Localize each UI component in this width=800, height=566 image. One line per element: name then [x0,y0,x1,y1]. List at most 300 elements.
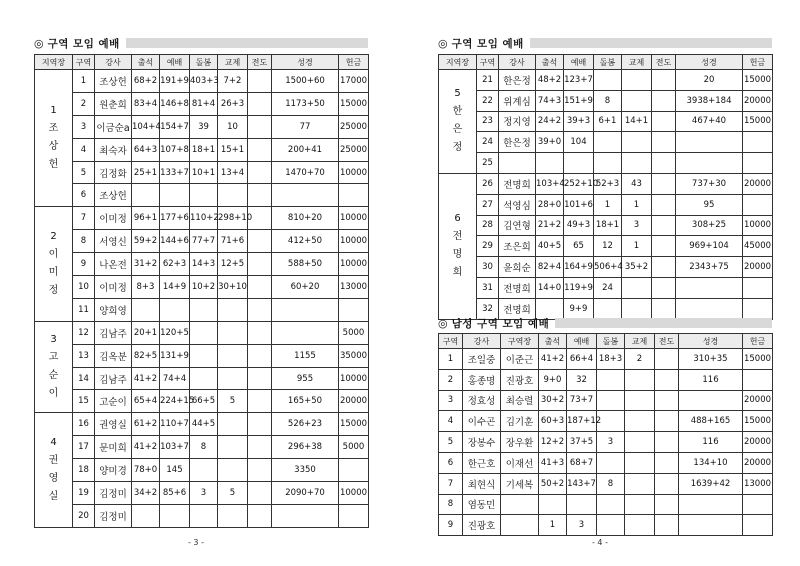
data-cell [248,138,272,161]
data-cell [248,321,272,344]
name-cell: 염동민 [463,494,501,515]
teacher-cell: 전명희 [499,173,536,194]
data-cell: 2 [625,349,655,370]
data-cell [652,194,676,215]
region-leader-char: 3 [50,334,57,346]
data-cell: 119+9 [564,277,594,298]
data-cell [190,504,218,527]
data-cell [597,494,625,515]
data-cell: 35+2 [622,257,652,278]
data-cell: 20000 [743,390,773,411]
data-cell [622,277,652,298]
data-cell [655,452,679,473]
data-cell: 27 [477,194,499,215]
data-cell: 78+0 [132,459,160,482]
data-cell: 6 [439,452,463,473]
data-cell [248,230,272,253]
data-cell: 120+5 [160,321,190,344]
data-cell: 32 [477,298,499,319]
column-header: 강사 [463,334,501,349]
table-row [439,111,773,132]
region-leader-char: 1 [50,105,57,117]
data-cell: 146+8 [160,92,190,115]
data-cell: 96+1 [132,207,160,230]
data-cell [248,482,272,505]
data-cell: 20000 [743,90,773,111]
name-cell [501,515,539,536]
data-cell [655,349,679,370]
data-cell [652,111,676,132]
teacher-cell: 조은희 [499,236,536,257]
data-cell [676,132,743,153]
data-cell: 10 [73,276,95,299]
region-leader-char: 이 [48,249,59,261]
data-cell: 3 [597,432,625,453]
data-cell: 224+15 [160,390,190,413]
name-cell: 진광호 [463,515,501,536]
data-cell [743,194,773,215]
name-cell: 이재선 [501,452,539,473]
data-cell [190,459,218,482]
name-cell: 이준근 [501,349,539,370]
name-cell: 진광호 [501,369,539,390]
data-cell: 6+1 [594,111,622,132]
data-cell [564,153,594,174]
data-cell: 3 [190,482,218,505]
data-cell: 22 [477,90,499,111]
column-header: 구역 [477,55,499,70]
data-cell: 13+4 [218,161,248,184]
region-leader-char: 5 [454,88,461,100]
data-cell: 10000 [743,215,773,236]
data-cell [625,494,655,515]
data-cell: 101+6 [564,194,594,215]
data-cell: 9 [73,253,95,276]
teacher-cell: 이금순a [95,115,132,138]
data-cell [190,367,218,390]
data-cell: 4 [439,411,463,432]
left-title-text: 구역 모임 예배 [47,37,120,50]
name-cell: 한근호 [463,452,501,473]
column-header: 성경 [676,55,743,70]
data-cell: 9+9 [564,298,594,319]
data-cell: 14+1 [622,111,652,132]
data-cell [539,494,567,515]
data-cell [676,277,743,298]
data-cell: 9+0 [539,369,567,390]
region-leader-char: 헌 [48,159,59,171]
data-cell: 10000 [339,207,369,230]
data-cell: 12 [594,236,622,257]
data-cell [625,390,655,411]
data-cell: 1500+60 [272,70,339,93]
data-cell: 45000 [743,236,773,257]
data-cell [248,276,272,299]
header-row [439,334,773,349]
data-cell: 26+3 [218,92,248,115]
data-cell: 116 [679,369,743,390]
data-cell [218,184,248,207]
data-cell: 133+7 [160,161,190,184]
right-title-text: 구역 모임 예배 [451,37,524,50]
data-cell: 66+4 [567,349,597,370]
table-row [35,115,369,138]
data-cell [652,277,676,298]
data-cell: 20000 [743,452,773,473]
data-cell: 24 [477,132,499,153]
region-leader-char: 전 [452,231,463,243]
table-row [439,494,773,515]
data-cell: 31+2 [132,253,160,276]
data-cell: 13000 [743,473,773,494]
name-cell: 장우환 [501,432,539,453]
data-cell: 3938+184 [676,90,743,111]
data-cell: 59+2 [132,230,160,253]
data-cell: 810+20 [272,207,339,230]
data-cell: 1 [594,194,622,215]
data-cell [625,515,655,536]
table-row [439,257,773,278]
region-leader-char: 미 [48,267,59,279]
data-cell: 1 [622,236,652,257]
data-cell: 14+9 [160,276,190,299]
data-cell: 15+1 [218,138,248,161]
data-cell: 74+4 [160,367,190,390]
data-cell [339,184,369,207]
data-cell: 1470+70 [272,161,339,184]
data-cell [625,432,655,453]
data-cell [652,90,676,111]
data-cell: 16 [73,413,95,436]
teacher-cell: 김남주 [95,321,132,344]
data-cell [132,504,160,527]
data-cell: 25000 [339,138,369,161]
data-cell: 6 [73,184,95,207]
column-header: 예배 [567,334,597,349]
data-cell: 110+2 [190,207,218,230]
column-header: 구역장 [501,334,539,349]
data-cell: 7 [73,207,95,230]
data-cell: 526+23 [272,413,339,436]
data-cell: 85+6 [160,482,190,505]
teacher-cell: 권영실 [95,413,132,436]
teacher-cell: 이미정 [95,276,132,299]
table-row [35,459,369,482]
column-header: 돌봄 [597,334,625,349]
table-row [35,321,369,344]
teacher-cell: 전명희 [499,277,536,298]
data-cell: 5000 [339,321,369,344]
data-cell [218,344,248,367]
teacher-cell: 석영심 [499,194,536,215]
data-cell [272,184,339,207]
data-cell [248,253,272,276]
data-cell [272,321,339,344]
data-cell: 5 [73,161,95,184]
column-header: 헌금 [743,55,773,70]
data-cell [743,369,773,390]
data-cell: 488+165 [679,411,743,432]
data-cell: 71+6 [218,230,248,253]
data-cell: 18+3 [597,349,625,370]
region-leader-char: 2 [50,231,57,243]
teacher-cell: 이미정 [95,207,132,230]
column-header: 구역 [73,55,95,70]
data-cell [248,115,272,138]
data-cell [248,70,272,93]
data-cell: 81+4 [190,92,218,115]
region-leader-cell [35,321,73,413]
data-cell [652,236,676,257]
data-cell: 73+7 [567,390,597,411]
data-cell: 14+0 [536,277,564,298]
data-cell: 2 [73,92,95,115]
data-cell [272,504,339,527]
table-row [439,411,773,432]
column-header: 헌금 [339,55,369,70]
region-leader-char: 정 [48,285,59,297]
data-cell: 103+4 [536,173,564,194]
data-cell: 1639+42 [679,473,743,494]
data-cell: 39+3 [564,111,594,132]
table-row [35,436,369,459]
region-leader-cell [439,173,477,319]
region-leader-char: 실 [48,491,59,503]
data-cell: 2090+70 [272,482,339,505]
column-header: 예배 [564,55,594,70]
data-cell [218,459,248,482]
region-leader-char: 정 [452,142,463,154]
data-cell: 5 [439,432,463,453]
data-cell: 145 [160,459,190,482]
data-cell: 29 [477,236,499,257]
data-cell: 19 [73,482,95,505]
data-cell [622,132,652,153]
region-leader-char: 고 [48,352,59,364]
data-cell: 10000 [339,161,369,184]
region-leader-char: 명 [452,249,463,261]
table-row [35,161,369,184]
teacher-cell: 윤희순 [499,257,536,278]
data-cell: 588+50 [272,253,339,276]
data-cell: 123+7 [564,70,594,91]
data-cell: 39 [190,115,218,138]
table-row [439,70,773,91]
column-header: 헌금 [743,334,773,349]
column-header: 구역 [439,334,463,349]
data-cell [743,132,773,153]
data-cell: 23 [477,111,499,132]
column-header: 전도 [655,334,679,349]
region-leader-char: 조 [48,123,59,135]
data-cell [218,504,248,527]
region-leader-char: 권 [48,455,59,467]
data-cell: 1 [622,194,652,215]
region-leader-char: 한 [452,106,463,118]
data-cell: 104 [564,132,594,153]
page-number-left: - 3 - [188,538,204,547]
column-header: 출석 [539,334,567,349]
data-cell [655,515,679,536]
data-cell [248,367,272,390]
column-header: 전도 [248,55,272,70]
column-header: 지역장 [35,55,73,70]
right-section-title [438,36,772,50]
data-cell: 18 [73,459,95,482]
data-cell: 20000 [339,390,369,413]
table-row [35,138,369,161]
data-cell [567,494,597,515]
men-section-title [438,316,772,330]
column-header: 출석 [132,55,160,70]
data-cell: 12 [73,321,95,344]
data-cell: 7+2 [218,70,248,93]
data-cell [622,70,652,91]
data-cell [248,92,272,115]
data-cell [218,298,248,321]
data-cell: 20000 [743,257,773,278]
data-cell: 20 [676,70,743,91]
table-row [439,390,773,411]
data-cell [536,153,564,174]
data-cell: 12+5 [218,253,248,276]
data-cell: 1155 [272,344,339,367]
data-cell [625,452,655,473]
data-cell: 39+0 [536,132,564,153]
data-cell: 15000 [743,411,773,432]
data-cell [743,494,773,515]
data-cell [655,432,679,453]
region-leader-cell [35,207,73,321]
data-cell: 467+40 [676,111,743,132]
data-cell: 41+3 [539,452,567,473]
teacher-cell: 위계심 [499,90,536,111]
data-cell [190,184,218,207]
data-cell [248,436,272,459]
data-cell [218,436,248,459]
table-row [439,173,773,194]
data-cell [655,494,679,515]
header-row [439,55,773,70]
data-cell: 154+7 [160,115,190,138]
data-cell: 3350 [272,459,339,482]
data-cell: 65 [564,236,594,257]
teacher-cell: 김남주 [95,367,132,390]
region-leader-char: 희 [452,267,463,279]
data-cell: 403+3 [190,70,218,93]
data-cell: 10+1 [190,161,218,184]
data-cell [743,515,773,536]
table-row [35,184,369,207]
data-cell: 60+3 [539,411,567,432]
name-cell: 장봉수 [463,432,501,453]
page-number-right: - 4 - [592,538,608,547]
data-cell: 412+50 [272,230,339,253]
data-cell: 969+104 [676,236,743,257]
data-cell: 1 [539,515,567,536]
right-district-table [438,54,773,320]
data-cell: 25+1 [132,161,160,184]
data-cell: 25 [477,153,499,174]
data-cell: 31 [477,277,499,298]
data-cell: 506+4 [594,257,622,278]
teacher-cell: 서영신 [95,230,132,253]
data-cell: 14 [73,367,95,390]
column-header: 강사 [499,55,536,70]
data-cell [132,184,160,207]
data-cell: 12+2 [539,432,567,453]
data-cell [190,298,218,321]
data-cell: 18+1 [190,138,218,161]
table-row [35,230,369,253]
data-cell: 20+1 [132,321,160,344]
table-row [439,515,773,536]
data-cell [597,369,625,390]
data-cell: 955 [272,367,339,390]
data-cell [248,504,272,527]
data-cell [625,369,655,390]
data-cell [655,369,679,390]
data-cell: 10 [218,115,248,138]
data-cell: 107+8 [160,138,190,161]
left-district-table [34,54,369,528]
data-cell: 5000 [339,436,369,459]
teacher-cell [499,153,536,174]
table-row [439,349,773,370]
data-cell [248,161,272,184]
data-cell: 41+2 [539,349,567,370]
teacher-cell: 양미경 [95,459,132,482]
table-row [439,452,773,473]
teacher-cell: 문미희 [95,436,132,459]
data-cell: 68+2 [132,70,160,93]
data-cell: 9 [439,515,463,536]
data-cell: 15 [73,390,95,413]
data-cell: 310+35 [679,349,743,370]
data-cell: 15000 [743,349,773,370]
table-row [439,432,773,453]
data-cell: 4 [73,138,95,161]
data-cell: 66+5 [190,390,218,413]
data-cell [652,153,676,174]
data-cell [652,132,676,153]
title-bar [555,318,772,328]
data-cell: 15000 [743,70,773,91]
data-cell [190,344,218,367]
data-cell: 30+10 [218,276,248,299]
teacher-cell: 원춘희 [95,92,132,115]
column-header: 교제 [218,55,248,70]
column-header: 성경 [272,55,339,70]
teacher-cell: 나온전 [95,253,132,276]
table-row [439,90,773,111]
data-cell [676,153,743,174]
data-cell: 83+4 [132,92,160,115]
table-row [35,413,369,436]
data-cell [339,298,369,321]
table-row [35,276,369,299]
teacher-cell: 김옥분 [95,344,132,367]
name-cell: 홍종명 [463,369,501,390]
data-cell: 41+2 [132,436,160,459]
data-cell: 8 [594,90,622,111]
data-cell [594,70,622,91]
data-cell: 3 [567,515,597,536]
data-cell: 165+50 [272,390,339,413]
table-row [439,369,773,390]
table-row [35,390,369,413]
table-row [35,298,369,321]
